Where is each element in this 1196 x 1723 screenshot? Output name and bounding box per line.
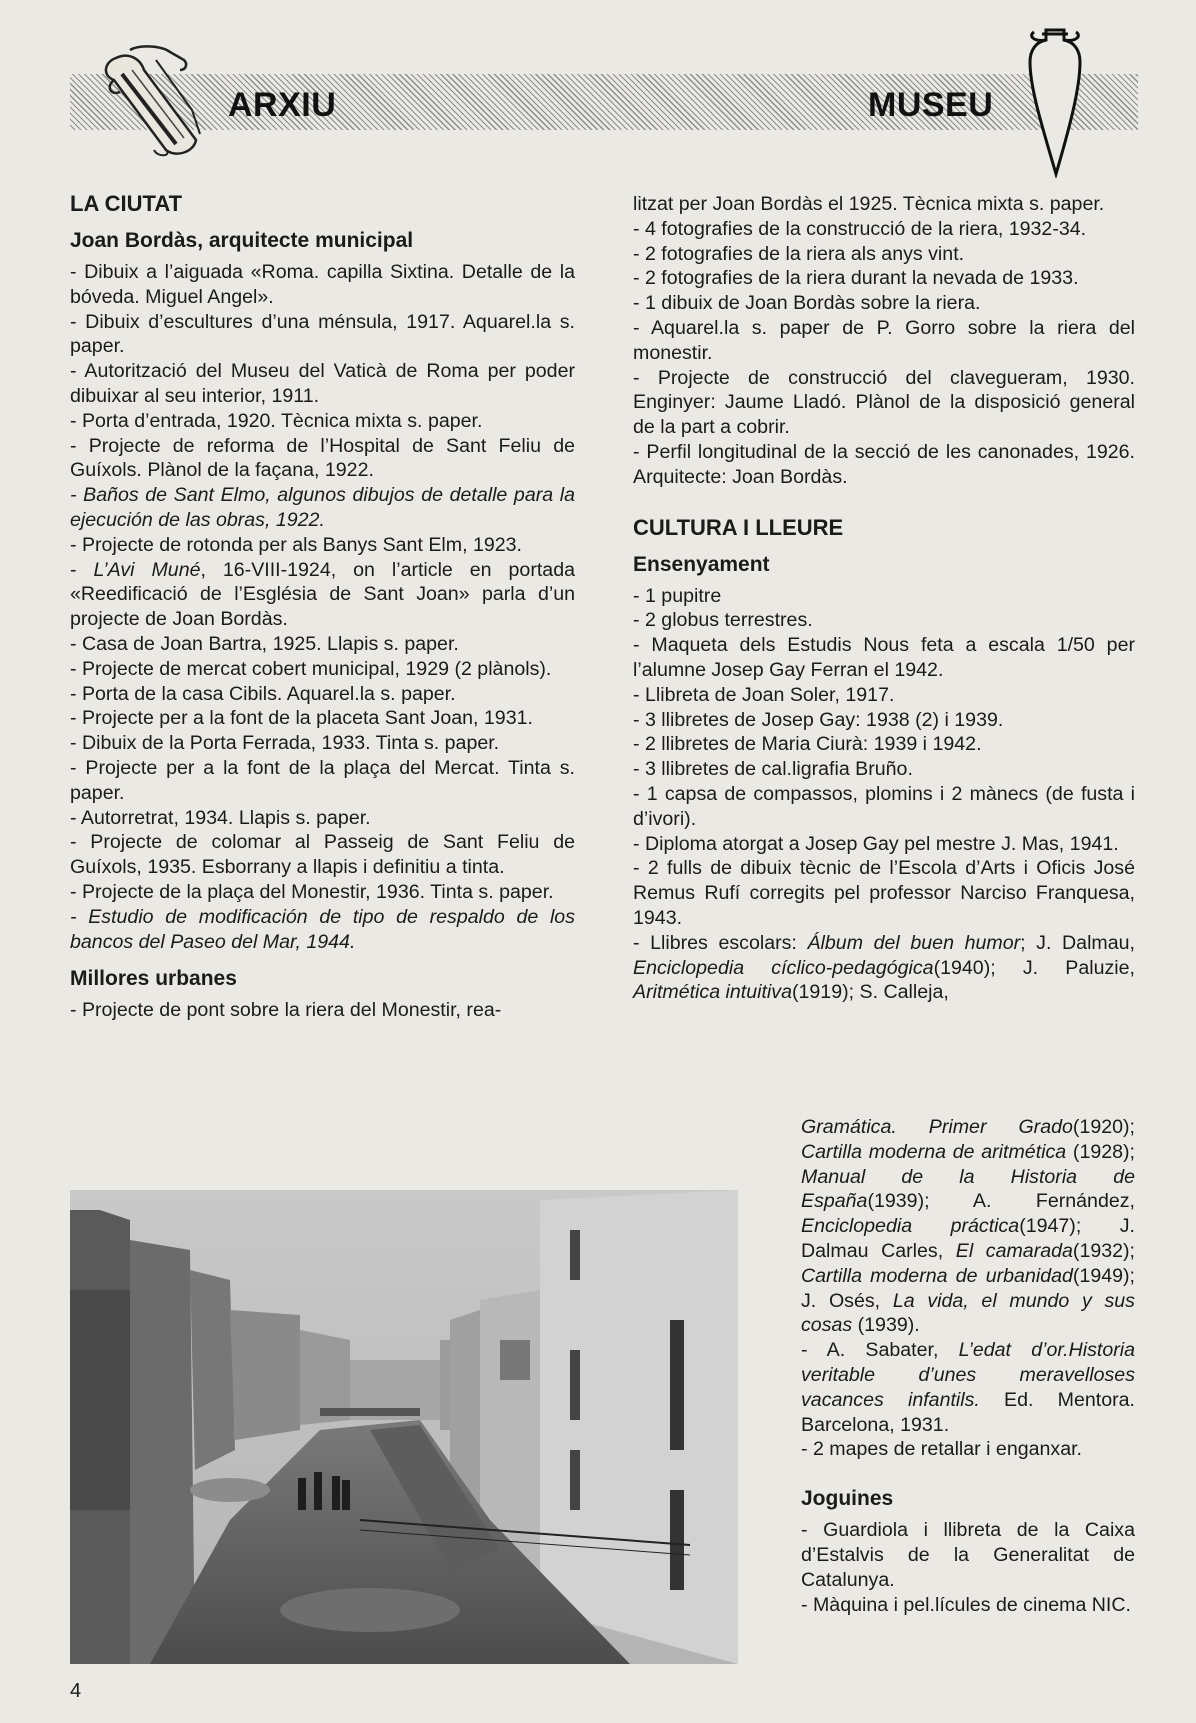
list-item: - Llibreta de Joan Soler, 1917. bbox=[633, 683, 895, 706]
list-item: - 2 globus terrestres. bbox=[633, 609, 813, 632]
list-item: - 2 fotografies de la riera als anys vint. bbox=[633, 242, 965, 265]
list-item: - 1 pupitre bbox=[633, 584, 722, 607]
list-item: - Casa de Joan Bartra, 1925. Llapis s. paper. bbox=[70, 632, 459, 655]
right-column bbox=[633, 192, 1135, 1005]
list-item: - 3 llibretes de cal.ligrafia Bruño. bbox=[633, 758, 913, 781]
subsection-title-joguines: Joguines bbox=[801, 1487, 894, 1511]
section-title-la-ciutat: LA CIUTAT bbox=[70, 191, 183, 216]
list-item: - 4 fotografies de la construcció de la riera, 1932-34. bbox=[633, 217, 1087, 240]
list-item bbox=[801, 1338, 1135, 1437]
list-item: - Estudio de modificación de tipo de respaldo de los bancos del Paseo del Mar, 1944. bbox=[70, 905, 575, 953]
text-run: (1920); bbox=[1072, 1116, 1135, 1138]
list-item bbox=[70, 558, 575, 632]
list-item: - Perfil longitudinal de la secció de les canonades, 1926. Arquitecte: Joan Bordàs. bbox=[633, 440, 1135, 488]
amphora-icon bbox=[1024, 26, 1086, 178]
text-run: (1939). bbox=[852, 1314, 920, 1337]
list-item: - 2 mapes de retallar i enganxar. bbox=[801, 1438, 1082, 1461]
list-item: - Porta de la casa Cibils. Aquarel.la s. paper. bbox=[70, 682, 456, 705]
list-item: - Projecte de pont sobre la riera del Monestir, rea- bbox=[70, 999, 502, 1022]
list-item: - Baños de Sant Elmo, algunos dibujos de detalle para la ejecución de las obras, 1922. bbox=[70, 484, 575, 531]
scroll-icon bbox=[96, 40, 208, 158]
header-title-arxiu: ARXIU bbox=[228, 86, 337, 124]
text-run: - bbox=[70, 558, 94, 581]
book-title: La vida, el mundo y sus cosas bbox=[801, 1289, 1135, 1337]
list-item: - 1 dibuix de Joan Bordàs sobre la riera. bbox=[633, 292, 981, 315]
list-item bbox=[633, 931, 1135, 1005]
text-run: (1932); bbox=[1072, 1239, 1136, 1262]
book-title: Álbum del buen humor bbox=[807, 931, 1021, 954]
book-title: Aritmética intuitiva bbox=[633, 981, 792, 1004]
left-column bbox=[70, 190, 575, 1023]
list-item: - 1 capsa de compassos, plomins i 2 mànecs (de fusta i d’ivori). bbox=[633, 782, 1135, 830]
list-item: - Projecte de la plaça del Monestir, 1936. Tinta s. paper. bbox=[70, 880, 554, 903]
list-item: - Diploma atorgat a Josep Gay pel mestre J. Mas, 1941. bbox=[633, 832, 1119, 855]
book-title: Gramática. Primer Grado bbox=[801, 1116, 1073, 1138]
book-title: Manual de la Historia de España bbox=[801, 1165, 1135, 1213]
book-title: Enciclopedia práctica bbox=[801, 1215, 1020, 1238]
book-title: Cartilla moderna de urbanidad bbox=[801, 1264, 1073, 1287]
list-item: - Projecte de construcció del clavegueram, 1930. Enginyer: Jaume Lladó. Plànol de la disposició general de la part a cobrir. bbox=[633, 366, 1135, 439]
list-item: - Aquarel.la s. paper de P. Gorro sobre la riera del monestir. bbox=[633, 316, 1135, 364]
text-run: (1949); J. Osés, bbox=[801, 1264, 1135, 1312]
list-item: - Projecte de rotonda per als Banys Sant Elm, 1923. bbox=[70, 533, 522, 556]
header-title-museu: MUSEU bbox=[868, 86, 994, 124]
list-item: - Autorretrat, 1934. Llapis s. paper. bbox=[70, 806, 371, 829]
page-number: 4 bbox=[70, 1680, 82, 1702]
section-title-cultura-i-lleure: CULTURA I LLEURE bbox=[633, 514, 844, 540]
list-item: - 2 llibretes de Maria Ciurà: 1939 i 1942. bbox=[633, 733, 982, 756]
book-title: Enciclopedia cíclico-pedagógica bbox=[633, 956, 934, 979]
list-item: - Porta d’entrada, 1920. Tècnica mixta s. paper. bbox=[70, 409, 483, 432]
subsection-title-joan-bordas: Joan Bordàs, arquitecte municipal bbox=[70, 229, 414, 252]
text-run: ; J. Dalmau, bbox=[1020, 931, 1135, 954]
list-item: - Projecte per a la font de la placeta Sant Joan, 1931. bbox=[70, 707, 533, 730]
newspaper-title: L’Avi Muné bbox=[93, 558, 201, 581]
list-item: litzat per Joan Bordàs el 1925. Tècnica mixta s. paper. bbox=[633, 193, 1105, 215]
text-run: Ed. Mentora. Barcelona, 1931. bbox=[801, 1388, 1135, 1436]
subsection-title-ensenyament: Ensenyament bbox=[633, 552, 770, 576]
text-run: (1928); bbox=[1066, 1140, 1136, 1163]
list-item: - Dibuix a l’aiguada «Roma. capilla Sixtina. Detalle de la bóveda. Miguel Angel». bbox=[70, 261, 575, 308]
list-item: - Guardiola i llibreta de la Caixa d’Estalvis de la Generalitat de Catalunya. bbox=[801, 1519, 1135, 1591]
book-title: El camarada bbox=[955, 1239, 1073, 1262]
text-run: (1919); S. Calleja, bbox=[791, 981, 949, 1004]
text-run: (1947); J. Dalmau Carles, bbox=[801, 1215, 1135, 1262]
right-column-lower bbox=[801, 1115, 1135, 1617]
text-run: (1940); J. Paluzie, bbox=[933, 956, 1136, 979]
list-item: - Dibuix d’escultures d’una ménsula, 1917. Aquarel.la s. paper. bbox=[70, 310, 575, 358]
list-item: - Autorització del Museu del Vaticà de Roma per poder dibuixar al seu interior, 1911. bbox=[70, 360, 575, 407]
list-item: - 2 fotografies de la riera durant la nevada de 1933. bbox=[633, 267, 1079, 290]
book-title: Cartilla moderna de aritmética bbox=[801, 1140, 1067, 1163]
list-item: - Projecte per a la font de la plaça del Mercat. Tinta s. paper. bbox=[70, 756, 575, 804]
list-item: - Màquina i pel.lícules de cinema NIC. bbox=[801, 1593, 1131, 1616]
riera-photograph bbox=[70, 1190, 738, 1664]
text-run: - A. Sabater, bbox=[801, 1339, 959, 1362]
text-run: - Llibres escolars: bbox=[633, 931, 808, 954]
subsection-title-millores-urbanes: Millores urbanes bbox=[70, 967, 237, 991]
list-item: - 2 fulls de dibuix tècnic de l’Escola d’Arts i Oficis José Remus Rufí corregits pel professor Narciso Franquesa, 1943. bbox=[633, 857, 1135, 929]
book-title: L’edat d’or.Historia veritable d’unes meravelloses vacances infantils. bbox=[801, 1339, 1135, 1411]
text-run: (1939); A. Fernández, bbox=[867, 1190, 1135, 1213]
list-item: - Dibuix de la Porta Ferrada, 1933. Tinta s. paper. bbox=[70, 732, 500, 755]
list-item: - Projecte de colomar al Passeig de Sant Feliu de Guíxols, 1935. Esborrany a llapis i definitiu a tinta. bbox=[70, 831, 575, 879]
list-item: - 3 llibretes de Josep Gay: 1938 (2) i 1939. bbox=[633, 708, 1004, 731]
list-item-continued bbox=[801, 1115, 1135, 1338]
list-item: - Projecte de mercat cobert municipal, 1929 (2 plànols). bbox=[70, 657, 552, 680]
list-item: - Projecte de reforma de l’Hospital de Sant Feliu de Guíxols. Plànol de la façana, 1922. bbox=[70, 434, 575, 482]
text-run: , 16-VIII-1924, on l’article en portada «Reedificació de l’Església de Sant Joan» parla d’un projecte de Joan Bordàs. bbox=[70, 558, 575, 631]
list-item: - Maqueta dels Estudis Nous feta a escala 1/50 per l’alumne Josep Gay Ferran el 1942. bbox=[633, 634, 1135, 681]
